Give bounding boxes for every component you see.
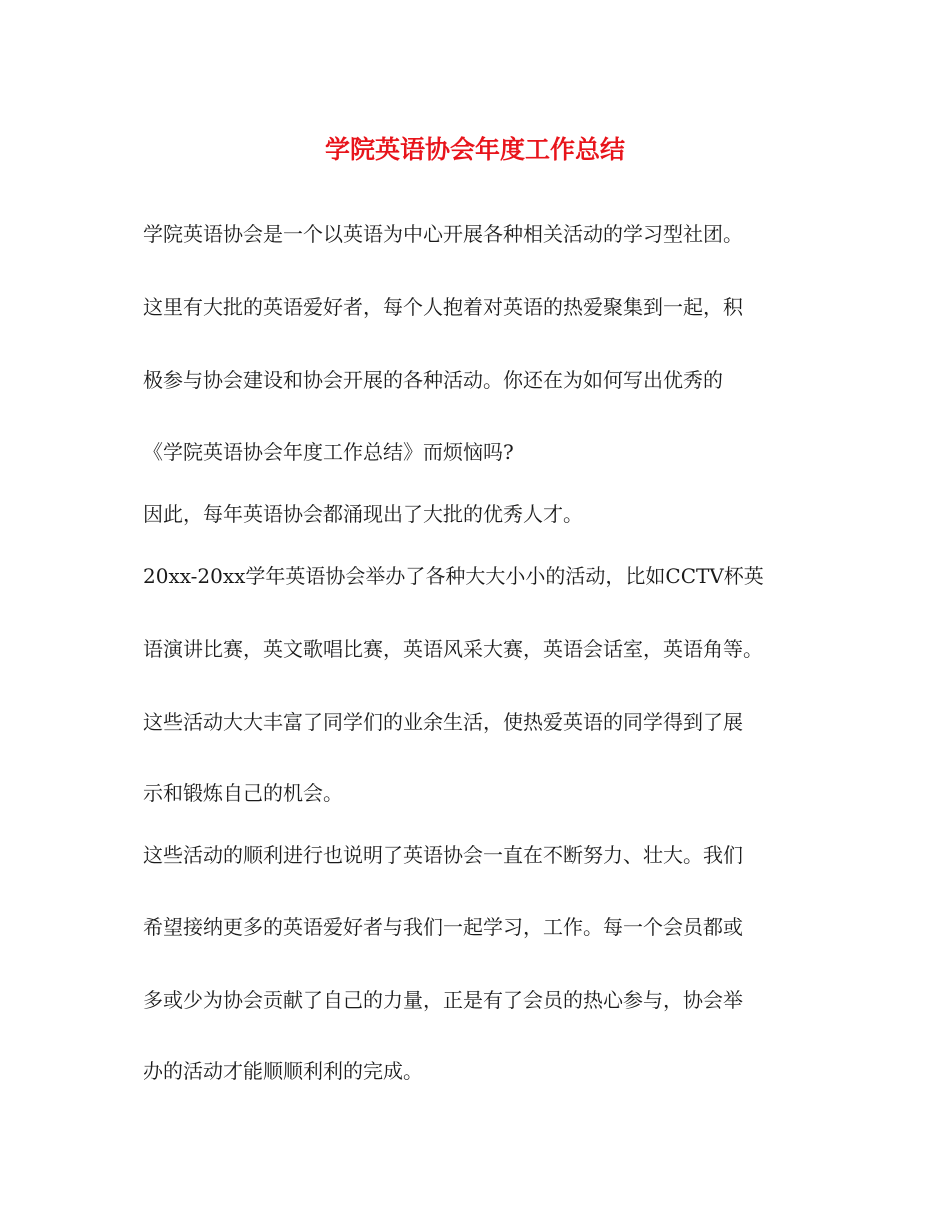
paragraph-line: 这些活动大大丰富了同学们的业余生活，使热爱英语的同学得到了展 [143,710,743,734]
paragraph-line: 希望接纳更多的英语爱好者与我们一起学习，工作。每一个会员都或 [143,915,743,939]
paragraph-line: 多或少为协会贡献了自己的力量，正是有了会员的热心参与，协会举 [143,988,743,1012]
paragraph-line: 这里有大批的英语爱好者，每个人抱着对英语的热爱聚集到一起，积 [143,295,743,319]
paragraph-line: 20xx-20xx学年英语协会举办了各种大大小小的活动，比如CCTV杯英 [143,564,764,588]
paragraph-line: 这些活动的顺利进行也说明了英语协会一直在不断努力、壮大。我们 [143,843,743,867]
paragraph-line: 语演讲比赛，英文歌唱比赛，英语风采大赛，英语会话室，英语角等。 [143,637,763,661]
document-title: 学院英语协会年度工作总结 [324,135,625,164]
paragraph-line: 学院英语协会是一个以英语为中心开展各种相关活动的学习型社团。 [143,222,743,246]
paragraph-line: 示和锻炼自己的机会。 [143,781,343,805]
paragraph-line: 极参与协会建设和协会开展的各种活动。你还在为如何写出优秀的 [143,368,723,392]
paragraph-line: 办的活动才能顺顺利利的完成。 [143,1059,423,1083]
paragraph-line: 因此，每年英语协会都涌现出了大批的优秀人才。 [143,502,583,526]
paragraph-line: 《学院英语协会年度工作总结》而烦恼吗? [143,440,514,464]
